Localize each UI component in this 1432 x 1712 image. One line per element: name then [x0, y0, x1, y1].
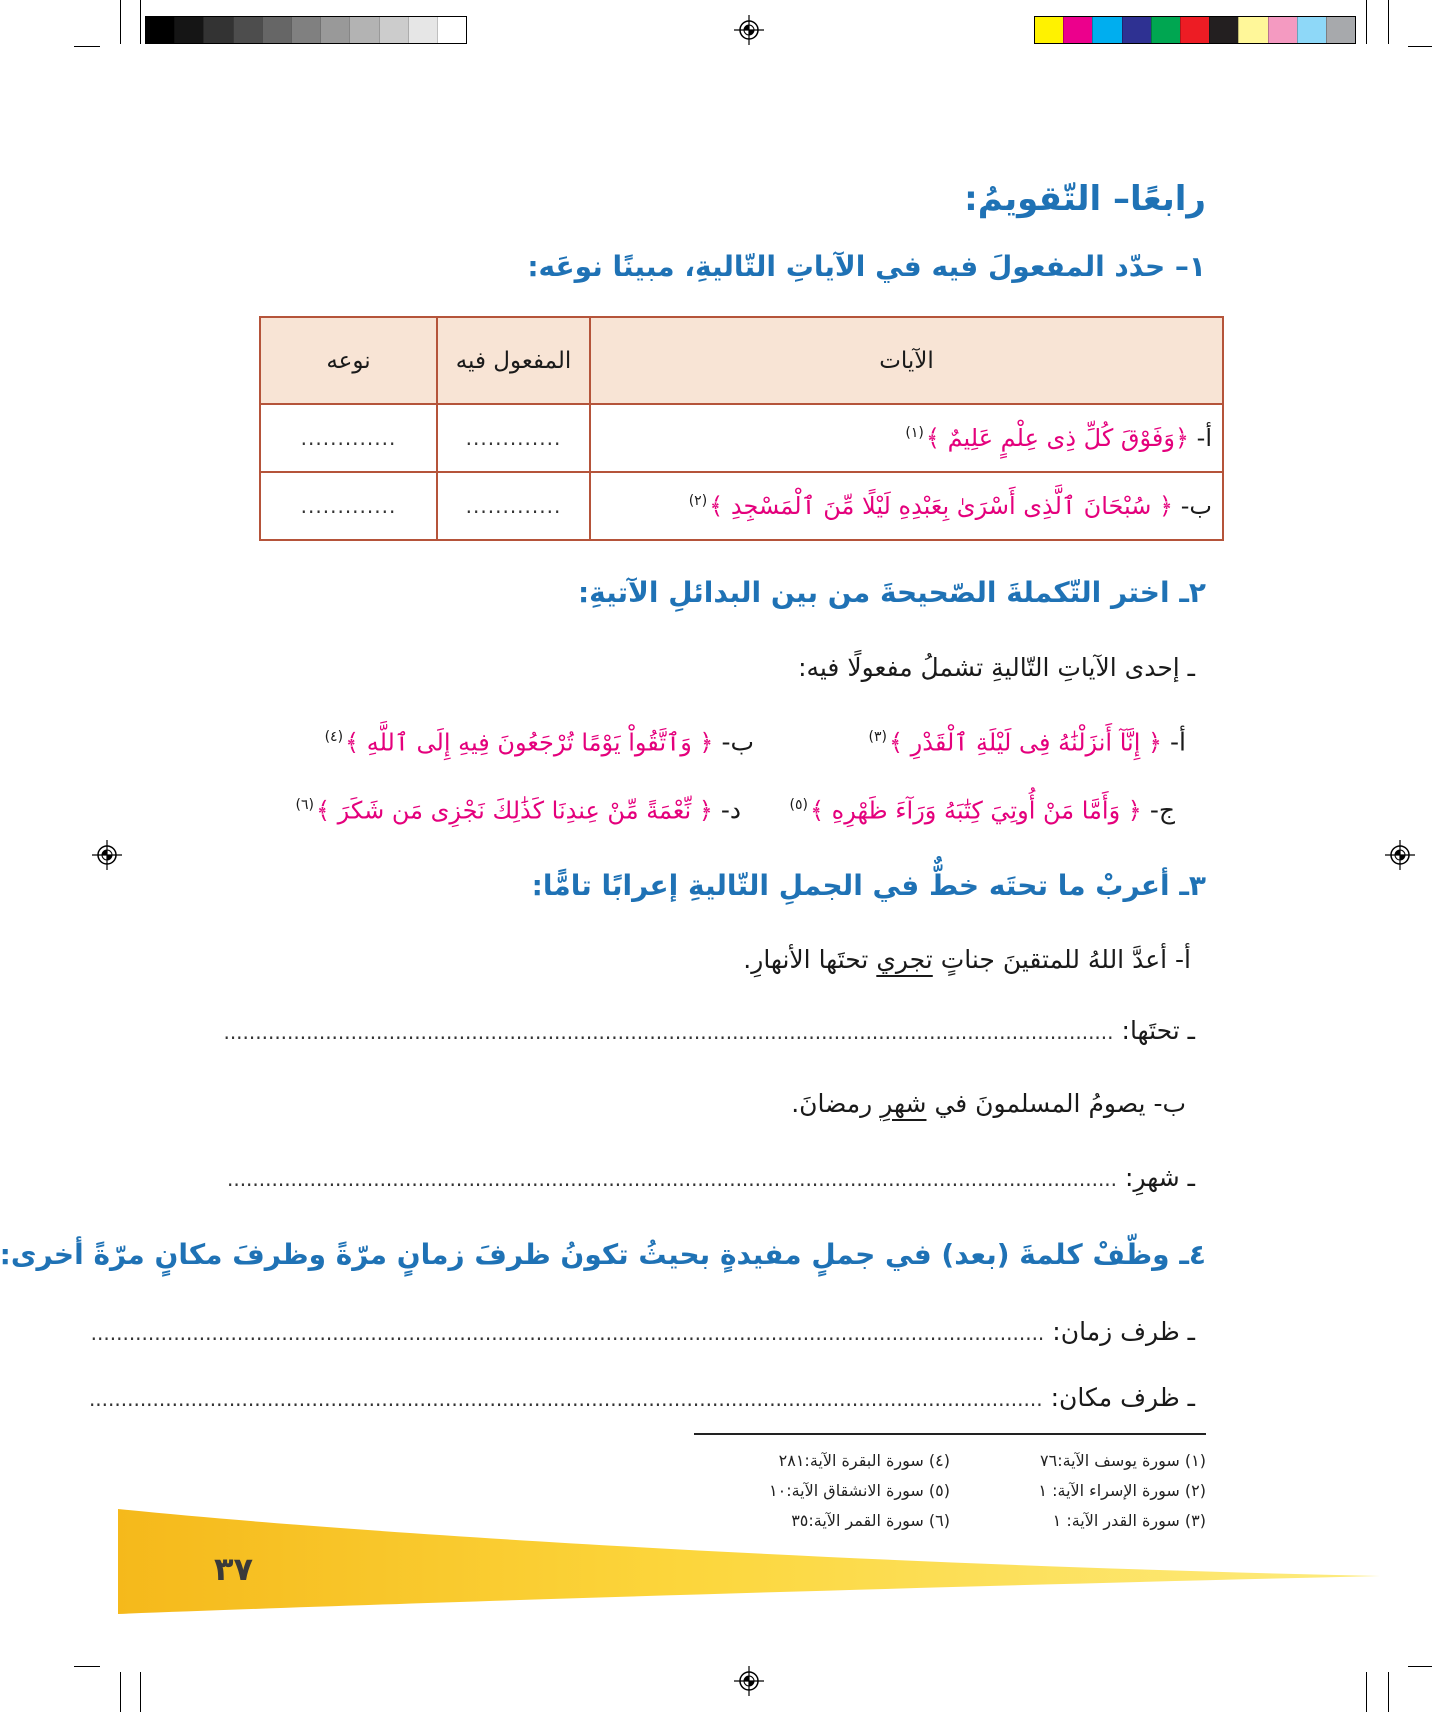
crop-mark [1388, 1672, 1389, 1712]
footnote: (٤) سورة البقرة الآية:٢٨١ [778, 1451, 950, 1470]
underlined-word: تجري [876, 945, 933, 974]
footnote-separator [694, 1433, 1206, 1435]
option-label: د- [720, 795, 741, 825]
option-label: أ- [1170, 727, 1186, 757]
crop-mark [1388, 0, 1389, 44]
question-1-title: ١– حدّد المفعولَ فيه في الآياتِ التّاليةِ، مبينًا نوعَه: [527, 250, 1206, 283]
quran-verse: ﴿ نِّعْمَةً مِّنْ عِندِنَا كَذَٰلِكَ نَجْزِى مَن شَكَرَ ﴾ [315, 796, 713, 825]
gray-swatch [146, 17, 174, 43]
footnote: (٣) سورة القدر الآية: ١ [1052, 1511, 1206, 1530]
color-swatch [1209, 17, 1238, 43]
verse-cell [590, 404, 1223, 472]
sentence-a [743, 941, 1191, 979]
answer-blank-type[interactable]: ............. [260, 472, 437, 540]
crop-mark [140, 1672, 141, 1712]
color-swatch [1326, 17, 1355, 43]
answer-line-place-adverb[interactable] [88, 1379, 1195, 1418]
registration-mark-icon [734, 15, 764, 45]
sentence-b [791, 1085, 1186, 1123]
color-swatch [1122, 17, 1151, 43]
color-swatch [1297, 17, 1326, 43]
color-swatch [1092, 17, 1121, 43]
answer-blank-object[interactable]: ............. [437, 472, 590, 540]
sentence-text: تحتَها الأنهارِ. [743, 945, 869, 974]
answer-label: ـ ظرف مكان: [1050, 1383, 1195, 1412]
option-label: ب- [721, 727, 754, 757]
gray-swatch [437, 17, 466, 43]
sentence-text: رمضانَ. [791, 1089, 873, 1118]
option-a[interactable] [868, 718, 1186, 761]
crop-mark [140, 0, 141, 44]
footnote: (٢) سورة الإسراء الآية: ١ [1038, 1481, 1206, 1500]
quran-verse: ﴿وَفَوْقَ كُلِّ ذِى عِلْمٍ عَلِيمٌ ﴾ [925, 424, 1190, 452]
color-swatch [1035, 17, 1063, 43]
table-row [260, 404, 1223, 472]
sentence-label: أ- [1175, 945, 1191, 974]
gray-swatch [349, 17, 378, 43]
gray-swatch [174, 17, 203, 43]
sentence-text: يصومُ المسلمونَ في [934, 1089, 1146, 1118]
sentence-label: ب- [1153, 1089, 1186, 1118]
crop-mark [74, 1666, 100, 1667]
quran-verse: ﴿ إِنَّآ أَنزَلْنَٰهُ فِى لَيْلَةِ ٱلْقَدْرِ ﴾ [888, 728, 1163, 757]
registration-mark-icon [1385, 840, 1415, 870]
verse-cell [590, 472, 1223, 540]
color-swatch [1151, 17, 1180, 43]
registration-mark-icon [92, 840, 122, 870]
answer-label: ـ ظرف زمان: [1052, 1317, 1195, 1346]
row-label: أ- [1196, 424, 1212, 452]
answer-line[interactable] [226, 1159, 1195, 1198]
registration-mark-icon [734, 1666, 764, 1696]
gray-swatch [262, 17, 291, 43]
answer-dots[interactable]: ...................................................................................................................................................... [88, 1387, 1043, 1411]
crop-mark [120, 0, 121, 44]
gray-swatch [233, 17, 262, 43]
question-1-table [259, 316, 1224, 541]
answer-dots[interactable]: ............................................................................................................................................ [226, 1167, 1118, 1191]
grayscale-calibration-bar [145, 16, 467, 44]
gray-swatch [408, 17, 437, 43]
footnote-ref: (٢) [688, 493, 708, 509]
answer-label: ـ شهرِ: [1125, 1163, 1195, 1192]
page-number: ٣٧ [214, 1550, 254, 1588]
answer-line-time-adverb[interactable] [90, 1313, 1195, 1352]
crop-mark [120, 1672, 121, 1712]
question-4-title: ٤ـ وظّفْ كلمةَ (بعد) في جملٍ مفيدةٍ بحيثُ تكونُ ظرفَ زمانٍ مرّةً وظرفَ مكانٍ مرّةً أخرى: [0, 1238, 1206, 1271]
header-object: المفعول فيه [437, 317, 590, 404]
answer-label: ـ تحتَها: [1121, 1016, 1195, 1045]
color-swatch [1268, 17, 1297, 43]
answer-blank-type[interactable]: ............. [260, 404, 437, 472]
crop-mark [1366, 0, 1367, 44]
decorative-swoosh [74, 1490, 1432, 1630]
answer-dots[interactable]: ...................................................................................................................................................... [90, 1321, 1045, 1345]
color-swatch [1180, 17, 1209, 43]
footnote-ref: (٣) [868, 729, 887, 745]
underlined-word: شهرِ [880, 1089, 927, 1118]
crop-mark [1366, 1672, 1367, 1712]
footnote: (٦) سورة القمر الآية:٣٥ [791, 1511, 950, 1530]
gray-swatch [320, 17, 349, 43]
color-swatch [1063, 17, 1092, 43]
crop-mark [74, 46, 100, 47]
option-c[interactable] [789, 786, 1175, 829]
section-heading: رابعًا– التّقويمُ: [964, 179, 1206, 219]
quran-verse: ﴿ سُبْحَانَ ٱلَّذِى أَسْرَىٰ بِعَبْدِهِ لَيْلًا مِّنَ ٱلْمَسْجِدِ ﴾ [709, 492, 1174, 520]
question-3-title: ٣ـ أعربْ ما تحتَه خطٌّ في الجملِ التّاليةِ إعرابًا تامًّا: [531, 869, 1206, 902]
question-2-stem: ـ إحدى الآياتِ التّاليةِ تشملُ مفعولًا فيه: [798, 653, 1195, 682]
answer-dots[interactable]: ............................................................................................................................................ [223, 1020, 1114, 1044]
option-label: ج- [1149, 795, 1175, 825]
quran-verse: ﴿ وَٱتَّقُواْ يَوْمًا تُرْجَعُونَ فِيهِ إِلَى ٱللَّهِ ﴾ [345, 728, 714, 757]
row-label: ب- [1180, 492, 1212, 520]
table-row [260, 472, 1223, 540]
answer-blank-object[interactable]: ............. [437, 404, 590, 472]
answer-line[interactable] [223, 1012, 1195, 1051]
gray-swatch [203, 17, 232, 43]
table-header-row [260, 317, 1223, 404]
sentence-text: أعدَّ اللهُ للمتقينَ جناتٍ [940, 945, 1168, 974]
gray-swatch [379, 17, 408, 43]
footnote: (٥) سورة الانشقاق الآية:١٠ [769, 1481, 950, 1500]
question-2-title: ٢ـ اختر التّكملةَ الصّحيحةَ من بين البدائلِ الآتيةِ: [577, 576, 1206, 609]
header-verses: الآيات [590, 317, 1223, 404]
gray-swatch [291, 17, 320, 43]
crop-mark [1408, 1666, 1432, 1667]
footnote-ref: (٦) [295, 797, 314, 813]
header-type: نوعه [260, 317, 437, 404]
option-b[interactable] [325, 718, 754, 761]
crop-mark [1408, 46, 1432, 47]
footnote: (١) سورة يوسف الآية:٧٦ [1040, 1451, 1206, 1470]
color-swatch [1238, 17, 1267, 43]
footnote-ref: (١) [905, 425, 924, 441]
footnote-ref: (٤) [324, 729, 344, 745]
color-calibration-bar [1034, 16, 1356, 44]
quran-verse: ﴿ وَأَمَّا مَنْ أُوتِيَ كِتَٰبَهُ وَرَآءَ ظَهْرِهِ ﴾ [809, 796, 1142, 825]
footnote-ref: (٥) [789, 797, 808, 813]
option-d[interactable] [295, 786, 741, 829]
